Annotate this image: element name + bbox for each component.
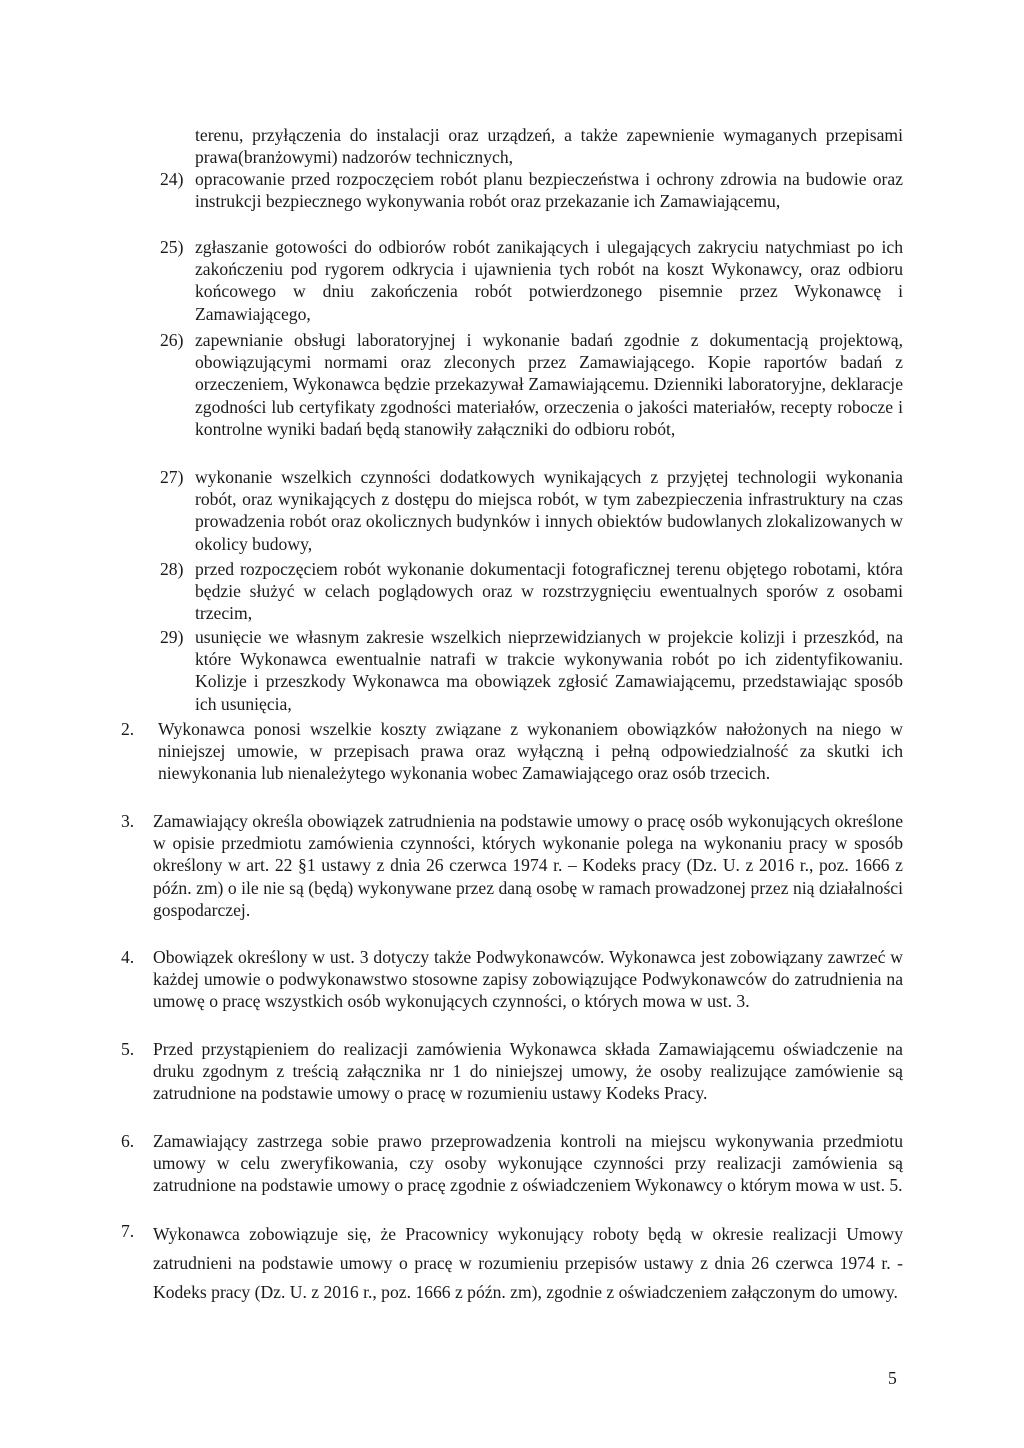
- list-item-text: terenu, przyłączenia do instalacji oraz urządzeń, a także zapewnienie wymaganych przepisami prawa(branżowymi) nadzorów technicznych,: [195, 125, 903, 168]
- section-item-number: 6.: [121, 1131, 135, 1151]
- section-item-number: 4.: [121, 947, 135, 967]
- section-item: [153, 810, 903, 921]
- section-item-text: Zamawiający zastrzega sobie prawo przeprowadzenia kontroli na miejscu wykonywania przedmiotu umowy w celu zweryfikowania, czy osoby wykonujące czynności przy realizacji zamówienia są zatrudnione na podstawie umowy o pracę zgodnie z oświadczeniem Wykonawcy o którym mowa w ust. 5.: [153, 1131, 903, 1196]
- list-item: [195, 168, 903, 212]
- list-item: [195, 626, 903, 715]
- section-item-number: 2.: [121, 719, 135, 739]
- section-item: [153, 1038, 903, 1105]
- list-item: [195, 124, 903, 168]
- list-item-number: 29): [160, 627, 184, 647]
- section-item-text: Przed przystąpieniem do realizacji zamówienia Wykonawca składa Zamawiającemu oświadczenie na druku zgodnym z treścią załącznika nr 1 do niniejszej umowy, że osoby realizujące zamówienie są zatrudnione na podstawie umowy o pracę w rozumieniu ustawy Kodeks Pracy.: [153, 1039, 903, 1104]
- list-item-number: 24): [160, 169, 184, 189]
- section-item-text: Obowiązek określony w ust. 3 dotyczy także Podwykonawców. Wykonawca jest zobowiązany zawrzeć w każdej umowie o podwykonawstwo stosowne zapisy zobowiązujące Podwykonawców do zatrudnienia na umowę o pracę wszystkich osób wykonujących czynności, o których mowa w ust. 3.: [153, 947, 903, 1012]
- list-item: [195, 466, 903, 555]
- list-item-text: usunięcie we własnym zakresie wszelkich nieprzewidzianych w projekcie kolizji i przeszkód, na które Wykonawca ewentualnie natrafi w trakcie wykonywania robót po ich zidentyfikowaniu. Kolizje i przeszkody Wykonawca ma obowiązek zgłosić Zamawiającemu, przedstawiając sposób ich usunięcia,: [195, 627, 903, 714]
- section-item: [158, 718, 903, 785]
- list-item: [195, 329, 903, 440]
- list-item-text: opracowanie przed rozpoczęciem robót planu bezpieczeństwa i ochrony zdrowia na budowie oraz instrukcji bezpiecznego wykonywania robót oraz przekazanie ich Zamawiającemu,: [195, 169, 903, 212]
- section-item: [153, 1220, 903, 1307]
- list-item-number: 28): [160, 559, 184, 579]
- list-item: [195, 558, 903, 625]
- section-item-text: Wykonawca ponosi wszelkie koszty związane z wykonaniem obowiązków nałożonych na niego w niniejszej umowie, w przepisach prawa oraz wyłączną i pełną odpowiedzialność za skutki ich niewykonania lub nienależytego wykonania wobec Zamawiającego oraz osób trzecich.: [158, 719, 903, 784]
- list-item-text: zgłaszanie gotowości do odbiorów robót zanikających i ulegających zakryciu natychmiast po ich zakończeniu pod rygorem odkrycia i ujawnienia tych robót na koszt Wykonawcy, oraz odbioru końcowego w dniu zakończenia robót potwierdzonego pisemnie przez Wykonawcę i Zamawiającego,: [195, 237, 903, 324]
- list-item-text: przed rozpoczęciem robót wykonanie dokumentacji fotograficznej terenu objętego robotami, która będzie służyć w celach poglądowych oraz w rozstrzygnięciu ewentualnych sporów z osobami trzecim,: [195, 559, 903, 624]
- section-item-number: 7.: [121, 1221, 135, 1241]
- list-item: [195, 236, 903, 325]
- list-item-text: wykonanie wszelkich czynności dodatkowych wynikających z przyjętej technologii wykonania robót, oraz wynikających z dostępu do miejsca robót, w tym zabezpieczenia infrastruktury na czas prowadzenia robót oraz okolicznych budynków i innych obiektów budowlanych zlokalizowanych w okolicy budowy,: [195, 467, 903, 554]
- section-item: [153, 946, 903, 1013]
- list-item-text: zapewnianie obsługi laboratoryjnej i wykonanie badań zgodnie z dokumentacją projektową, obowiązującymi normami oraz zleconych przez Zamawiającego. Kopie raportów badań z orzeczeniem, Wykonawca będzie przekazywał Zamawiającemu. Dzienniki laboratoryjne, deklaracje zgodności lub certyfikaty zgodności materiałów, orzeczenia o jakości materiałów, recepty robocze i kontrolne wyniki badań będą stanowiły załączniki do odbioru robót,: [195, 330, 903, 439]
- section-item-text: Wykonawca zobowiązuje się, że Pracownicy wykonujący roboty będą w okresie realizacji Umowy zatrudnieni na podstawie umowy o pracę w rozumieniu przepisów ustawy z dnia 26 czerwca 1974 r. - Kodeks pracy (Dz. U. z 2016 r., poz. 1666 z późn. zm), zgodnie z oświadczeniem załączonym do umowy.: [153, 1224, 903, 1302]
- section-item: [153, 1130, 903, 1197]
- section-item-number: 5.: [121, 1039, 135, 1059]
- list-item-number: 26): [160, 330, 184, 350]
- list-item-number: 25): [160, 237, 184, 257]
- list-item-number: 27): [160, 467, 184, 487]
- page-number: 5: [888, 1368, 897, 1388]
- section-item-number: 3.: [121, 811, 135, 831]
- section-item-text: Zamawiający określa obowiązek zatrudnienia na podstawie umowy o pracę osób wykonujących określone w opisie przedmiotu zamówienia czynności, których wykonanie polega na wykonaniu pracy w sposób określony w art. 22 §1 ustawy z dnia 26 czerwca 1974 r. – Kodeks pracy (Dz. U. z 2016 r., poz. 1666 z późn. zm) o ile nie są (będą) wykonywane przez daną osobę w ramach prowadzonej przez nią działalności gospodarczej.: [153, 811, 903, 920]
